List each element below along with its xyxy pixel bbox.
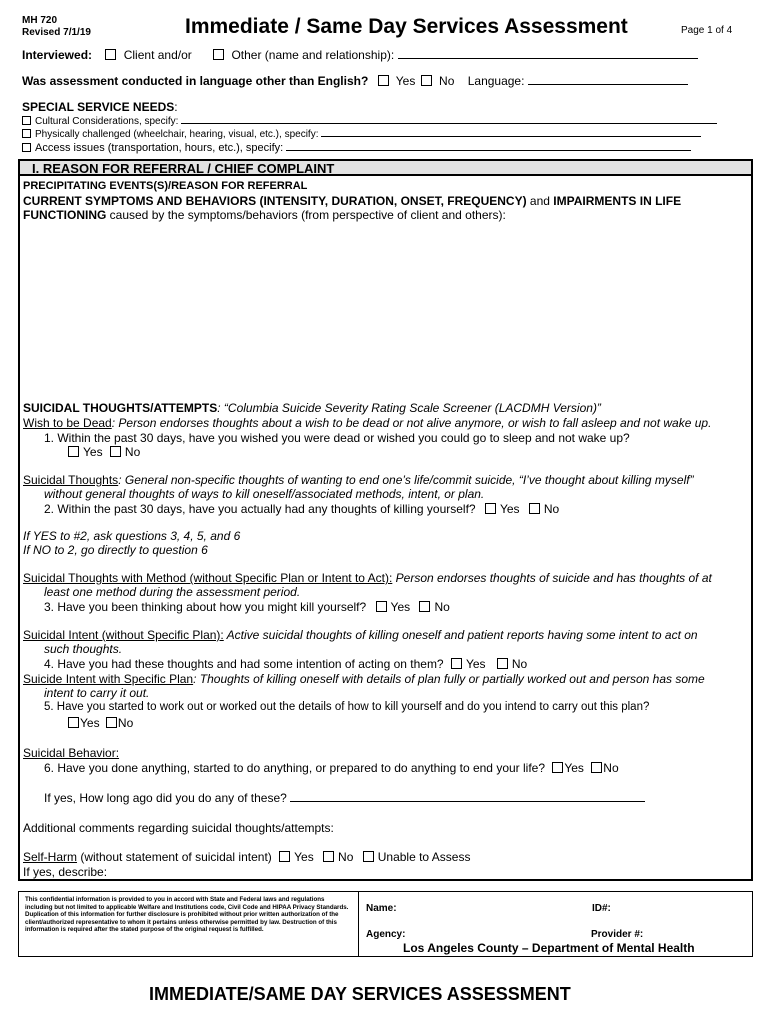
bottom-title: IMMEDIATE/SAME DAY SERVICES ASSESSMENT <box>149 984 571 1004</box>
question-3 <box>44 600 450 614</box>
self-harm-no-checkbox[interactable] <box>323 851 334 862</box>
plan-term: Suicide Intent with Specific Plan <box>23 672 194 686</box>
language-label: Language: <box>467 74 525 88</box>
plan-definition-2: intent to carry it out. <box>44 686 150 700</box>
q4-no-label: No <box>511 657 528 671</box>
question-4 <box>44 657 527 671</box>
how-long-label: If yes, How long ago did you do any of these? <box>44 791 287 805</box>
q4-text: 4. Have you had these thoughts and had some intention of acting on them? <box>44 657 444 671</box>
q5-no-label: No <box>117 716 134 730</box>
method-definition-2: least one method during the assessment period. <box>44 585 301 599</box>
intent-definition-2: such thoughts. <box>44 642 123 656</box>
current-symptoms-and: and <box>526 194 554 208</box>
current-symptoms-b: IMPAIRMENTS IN LIFE <box>553 194 682 208</box>
method-definition <box>23 571 712 585</box>
wish-definition <box>23 416 711 430</box>
interviewed-label: Interviewed: <box>22 48 93 62</box>
access-checkbox[interactable] <box>22 143 31 152</box>
self-harm-row <box>23 850 470 864</box>
method-def1: Person endorses thoughts of suicide and has thoughts of at <box>392 571 712 585</box>
self-harm-yes-label: Yes <box>294 850 314 864</box>
current-symptoms-label <box>23 194 681 208</box>
cultural-field[interactable] <box>181 115 717 124</box>
language-no-checkbox[interactable] <box>421 75 432 86</box>
special-need-item <box>22 115 717 127</box>
other-relationship-field[interactable] <box>398 50 698 59</box>
question-2 <box>44 502 559 516</box>
interviewed-row <box>22 48 698 62</box>
additional-comments-label: Additional comments regarding suicidal thoughts/attempts: <box>23 821 334 835</box>
intent-def1: Active suicidal thoughts of killing oneself and patient reports having some intent to act on <box>223 628 698 642</box>
name-label: Name: <box>366 903 397 914</box>
self-harm-no-label: No <box>338 850 354 864</box>
q2-no-checkbox[interactable] <box>529 503 540 514</box>
thoughts-definition <box>23 473 694 487</box>
thoughts-def1: : General non-specific thoughts of wanting to end one’s life/commit suicide, “I’ve thought about killing myself” <box>118 473 694 487</box>
language-field[interactable] <box>528 76 688 85</box>
client-checkbox[interactable] <box>105 49 116 60</box>
language-no-label: No <box>439 74 455 88</box>
page-title: Immediate / Same Day Services Assessment <box>185 15 628 38</box>
q6-no-label: No <box>603 761 619 775</box>
if-yes-instruction: If YES to #2, ask questions 3, 4, 5, and 6 <box>23 529 241 543</box>
question-6 <box>44 761 619 775</box>
q1-yes-checkbox[interactable] <box>68 446 79 457</box>
q6-text: 6. Have you done anything, started to do anything, or prepared to do anything to end your life? <box>44 761 546 775</box>
method-term: Suicidal Thoughts with Method (without Specific Plan or Intent to Act): <box>23 571 393 585</box>
client-option-label: Client and/or <box>123 48 192 62</box>
q4-no-checkbox[interactable] <box>497 658 508 669</box>
question-5: 5. Have you started to work out or worked out the details of how to kill yourself and do you intend to carry out this plan? <box>44 701 650 713</box>
id-label: ID#: <box>592 903 611 914</box>
cultural-label: Cultural Considerations, specify: <box>35 116 179 127</box>
q5-no-checkbox[interactable] <box>106 717 117 728</box>
q1-yes-label: Yes <box>83 445 103 459</box>
q3-text: 3. Have you been thinking about how you might kill yourself? <box>44 600 367 614</box>
intent-definition <box>23 628 698 642</box>
precipitating-label: PRECIPITATING EVENTS(S)/REASON FOR REFERRAL <box>23 180 308 192</box>
suicidal-heading <box>23 401 601 415</box>
q2-no-label: No <box>543 502 560 516</box>
self-harm-term: Self-Harm <box>23 850 78 864</box>
symptoms-text-area[interactable] <box>22 225 750 395</box>
agency-label: Agency: <box>366 929 406 940</box>
intent-term: Suicidal Intent (without Specific Plan): <box>23 628 224 642</box>
q6-yes-label: Yes <box>564 761 584 775</box>
q5-answers <box>68 716 133 730</box>
q2-text: 2. Within the past 30 days, have you actually had any thoughts of killing yourself? <box>44 502 476 516</box>
q4-yes-checkbox[interactable] <box>451 658 462 669</box>
cultural-checkbox[interactable] <box>22 116 31 125</box>
how-long-field[interactable] <box>290 793 645 802</box>
q5-yes-label: Yes <box>80 716 100 730</box>
q3-no-checkbox[interactable] <box>419 601 430 612</box>
self-harm-yes-checkbox[interactable] <box>279 851 290 862</box>
q3-yes-label: Yes <box>390 600 411 614</box>
q3-no-label: No <box>434 600 450 614</box>
access-field[interactable] <box>286 142 691 151</box>
special-needs-heading-colon: : <box>174 100 178 114</box>
q1-no-label: No <box>124 445 141 459</box>
language-row <box>22 74 688 88</box>
special-need-item <box>22 128 701 140</box>
thoughts-definition-2: without general thoughts of ways to kill oneself/associated methods, intent, or plan. <box>44 487 485 501</box>
current-symptoms-c: FUNCTIONING <box>23 208 107 222</box>
other-checkbox[interactable] <box>213 49 224 60</box>
if-no-instruction: If NO to 2, go directly to question 6 <box>23 543 208 557</box>
q6-yes-checkbox[interactable] <box>552 762 563 773</box>
department-name: Los Angeles County – Department of Mental Health <box>403 941 695 955</box>
special-need-item <box>22 142 691 154</box>
confidential-notice: This confidential information is provided to you in accord with State and Federal laws and regulations including but not limited to applicable Welfare and Institutions code, Civil Code and HIPAA Privacy Standards. Duplication of this information for further disclosure is prohibited without prior written authorization of the client/authorized representative to whom it pertains unless otherwise permitted by law. Destruction of this information is required after the stated purpose of the original request is fulfilled. <box>19 892 359 956</box>
q5-yes-checkbox[interactable] <box>68 717 79 728</box>
physical-field[interactable] <box>321 128 701 137</box>
self-harm-def: (without statement of suicidal intent) <box>77 850 272 864</box>
special-needs-heading <box>22 100 178 114</box>
q1-answers <box>68 445 140 459</box>
suicidal-heading-sub: : “Columbia Suicide Severity Rating Scale Screener (LACDMH Version)” <box>217 401 601 415</box>
physical-checkbox[interactable] <box>22 129 31 138</box>
revised-date: Revised 7/1/19 <box>22 27 91 38</box>
footer-box <box>18 891 753 957</box>
q4-yes-label: Yes <box>465 657 486 671</box>
current-symptoms-a: CURRENT SYMPTOMS AND BEHAVIORS (INTENSITY, DURATION, ONSET, FREQUENCY) <box>23 194 527 208</box>
language-question: Was assessment conducted in language other than English? <box>22 74 369 88</box>
page-number: Page 1 of 4 <box>681 25 733 36</box>
current-symptoms-d: caused by the symptoms/behaviors (from perspective of client and others): <box>106 208 506 222</box>
provider-label: Provider #: <box>591 929 644 940</box>
current-symptoms-label-2 <box>23 208 506 222</box>
other-option-label: Other (name and relationship): <box>231 48 395 62</box>
question-1: 1. Within the past 30 days, have you wished you were dead or wished you could go to sleep and not wake up? <box>44 431 630 445</box>
section-header-text: I. REASON FOR REFERRAL / CHIEF COMPLAINT <box>32 161 335 176</box>
wish-term: Wish to be Dead <box>23 416 112 430</box>
q2-yes-label: Yes <box>499 502 520 516</box>
q6-no-checkbox[interactable] <box>591 762 602 773</box>
wish-def: : Person endorses thoughts about a wish to be dead or not alive anymore, or wish to fall asleep and not wake up. <box>111 416 712 430</box>
thoughts-term: Suicidal Thoughts <box>23 473 119 487</box>
q2-yes-checkbox[interactable] <box>485 503 496 514</box>
self-harm-unable-checkbox[interactable] <box>363 851 374 862</box>
physical-label: Physically challenged (wheelchair, hearing, visual, etc.), specify: <box>35 129 319 140</box>
special-needs-heading-text: SPECIAL SERVICE NEEDS <box>22 100 175 114</box>
suicidal-heading-text: SUICIDAL THOUGHTS/ATTEMPTS <box>23 401 218 415</box>
access-label: Access issues (transportation, hours, etc.), specify: <box>35 142 284 154</box>
behavior-term: Suicidal Behavior: <box>23 746 120 760</box>
how-long-row <box>44 791 645 805</box>
plan-definition <box>23 672 705 686</box>
self-harm-unable-label: Unable to Assess <box>377 850 471 864</box>
plan-def1: : Thoughts of killing oneself with details of plan fully or partially worked out and person has some <box>193 672 705 686</box>
section-header <box>18 159 753 176</box>
language-yes-checkbox[interactable] <box>378 75 389 86</box>
form-number: MH 720 <box>22 15 58 26</box>
q1-no-checkbox[interactable] <box>110 446 121 457</box>
language-yes-label: Yes <box>395 74 416 88</box>
q3-yes-checkbox[interactable] <box>376 601 387 612</box>
self-harm-describe-label: If yes, describe: <box>23 865 108 879</box>
